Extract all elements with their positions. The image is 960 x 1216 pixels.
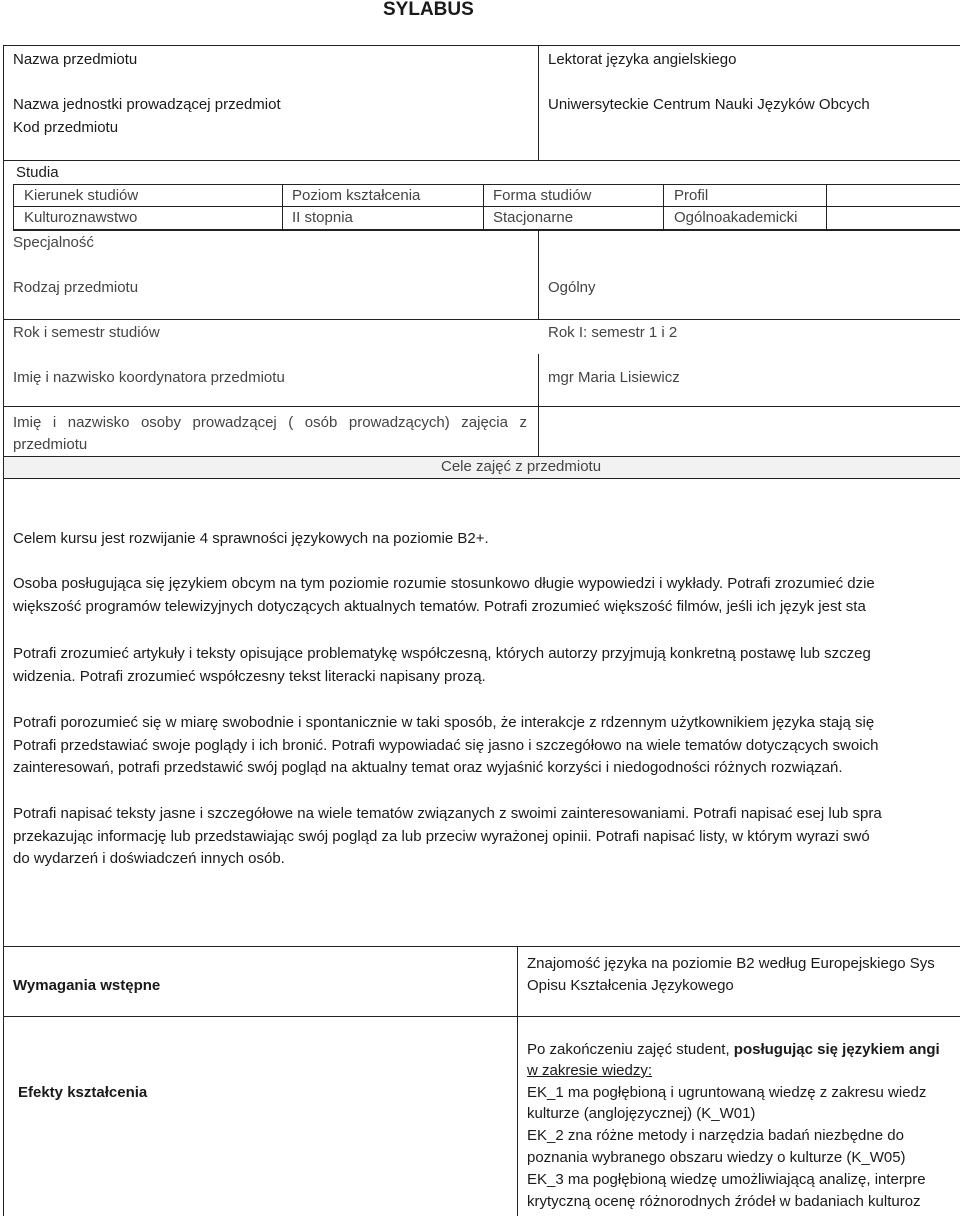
table-border: [538, 406, 539, 456]
goals-line: Potrafi zrozumieć artykuły i teksty opisujące problematykę współczesną, których autorzy przyjmują konkretną postawę lub szczeg: [13, 645, 871, 662]
coordinator-value: mgr Maria Lisiewicz: [548, 369, 680, 386]
table-border: [3, 45, 4, 1216]
outcomes-scope-text: w zakresie wiedzy:: [527, 1062, 653, 1079]
outcome-line: krytyczną ocenę różnorodnych źródeł w badaniach kulturoz: [527, 1193, 921, 1210]
outcome-line: EK_1 ma pogłębioną i ugruntowaną wiedzę z zakresu wiedz: [527, 1084, 927, 1101]
studies-value-level: II stopnia: [292, 209, 353, 226]
table-border: [538, 230, 539, 319]
goals-line: Celem kursu jest rozwijanie 4 sprawności językowych na poziomie B2+.: [13, 530, 489, 547]
table-border: [13, 184, 960, 185]
prerequisites-value-line2: Opisu Kształcenia Językowego: [527, 977, 734, 994]
code-label: Kod przedmiotu: [13, 119, 119, 136]
goals-paragraph-1: [13, 528, 489, 551]
outcomes-label: Efekty kształcenia: [18, 1084, 148, 1101]
goals-line: widzenia. Potrafi zrozumieć współczesny tekst literacki napisany prozą.: [13, 667, 486, 685]
outcome-line: kulturze (anglojęzycznej) (K_W01): [527, 1105, 756, 1122]
table-border: [3, 160, 960, 161]
goals-line: Potrafi porozumieć się w miarę swobodnie i spontanicznie w taki sposób, że interakcje z rdzennym użytkownikiem języka stają się: [13, 714, 875, 731]
course-name-label: Nazwa przedmiotu: [13, 51, 138, 68]
studies-value-form: Stacjonarne: [493, 209, 574, 226]
studies-label: Studia: [16, 164, 59, 181]
table-border: [538, 354, 539, 406]
table-border: [3, 1016, 960, 1017]
teacher-label-line2: przedmiotu: [13, 436, 88, 453]
goals-header: Cele zajęć z przedmiotu: [441, 458, 602, 475]
goals-line: większość programów telewizyjnych dotyczących aktualnych tematów. Potrafi zrozumieć większość filmów, jeśli ich język jest sta: [13, 597, 866, 615]
table-border: [282, 184, 283, 230]
table-border: [517, 946, 518, 1216]
goals-line: Potrafi napisać teksty jasne i szczegółowe na wiele tematów związanych z swoimi zainteresowaniami. Potrafi napisać esej lub spra: [13, 805, 882, 822]
studies-value-profile: Ogólnoakademicki: [674, 209, 798, 226]
table-border: [13, 206, 960, 207]
outcomes-intro-text: Po zakończeniu zajęć student,: [527, 1041, 734, 1058]
year-value: Rok I: semestr 1 i 2: [548, 324, 678, 341]
outcomes-intro-bold: posługując się językiem angi: [733, 1041, 940, 1058]
goals-line: do wydarzeń i doświadczeń innych osób.: [13, 850, 285, 867]
unit-label: Nazwa jednostki prowadzącej przedmiot: [13, 96, 281, 113]
unit-value: Uniwersyteckie Centrum Nauki Języków Obcych: [548, 96, 870, 113]
goals-paragraph-2: [13, 573, 875, 618]
table-border: [3, 478, 960, 479]
type-label: Rodzaj przedmiotu: [13, 279, 139, 296]
studies-header-profile: Profil: [674, 187, 709, 204]
prerequisites-value-line1: Znajomość języka na poziomie B2 według Europejskiego Sys: [527, 955, 935, 972]
course-name-value: Lektorat języka angielskiego: [548, 51, 737, 68]
table-border: [3, 946, 960, 947]
goals-paragraph-5: [13, 803, 882, 871]
studies-header-level: Poziom kształcenia: [292, 187, 421, 204]
specialty-label: Specjalność: [13, 234, 94, 251]
goals-line: zainteresowań, potrafi przedstawić swój pogląd na aktualny temat oraz wyjaśnić korzyści i niedogodności różnych rozwiązań.: [13, 759, 843, 776]
goals-paragraph-3: [13, 643, 871, 688]
goals-line: przekazując informację lub przedstawiając swój pogląd za lub przeciw wyrażonej opinii. Potrafi napisać listy, w którym wyrazi swó: [13, 827, 870, 845]
table-border: [13, 229, 960, 231]
goals-line: Osoba posługująca się językiem obcym na tym poziomie rozumie stosunkowo długie wypowiedzi i wykłady. Potrafi zrozumieć dzie: [13, 575, 875, 592]
table-border: [826, 184, 827, 230]
outcomes-intro: [527, 1040, 940, 1060]
outcome-line: poznania wybranego obszaru wiedzy o kulturze (K_W05): [527, 1149, 906, 1166]
outcome-line: EK_2 zna różne metody i narzędzia badań niezbędne do: [527, 1127, 904, 1144]
studies-header-form: Forma studiów: [493, 187, 592, 204]
table-border: [483, 184, 484, 230]
table-border: [538, 45, 539, 160]
goals-paragraph-4: [13, 712, 878, 780]
table-border: [3, 406, 960, 407]
type-value: Ogólny: [548, 279, 596, 296]
outcome-line: EK_3 ma pogłębioną wiedzę umożliwiającą analizę, interpre: [527, 1171, 926, 1188]
teacher-label-line1: Imię i nazwisko osoby prowadzącej ( osób prowadzących) zajęcia z: [13, 414, 527, 431]
goals-line: Potrafi przedstawiać swoje poglądy i ich bronić. Potrafi wypowiadać się jasno i szczegółowo na wiele tematów dotyczących swoich: [13, 736, 879, 754]
year-label: Rok i semestr studiów: [13, 324, 160, 341]
studies-value-field: Kulturoznawstwo: [24, 209, 138, 226]
studies-header-field: Kierunek studiów: [24, 187, 139, 204]
table-border: [3, 319, 960, 320]
prerequisites-label: Wymagania wstępne: [13, 977, 161, 994]
table-border: [3, 45, 960, 46]
page-title: SYLABUS: [383, 0, 474, 20]
table-border: [13, 184, 14, 230]
outcomes-scope: [527, 1061, 652, 1081]
coordinator-label: Imię i nazwisko koordynatora przedmiotu: [13, 369, 285, 386]
table-border: [663, 184, 664, 230]
